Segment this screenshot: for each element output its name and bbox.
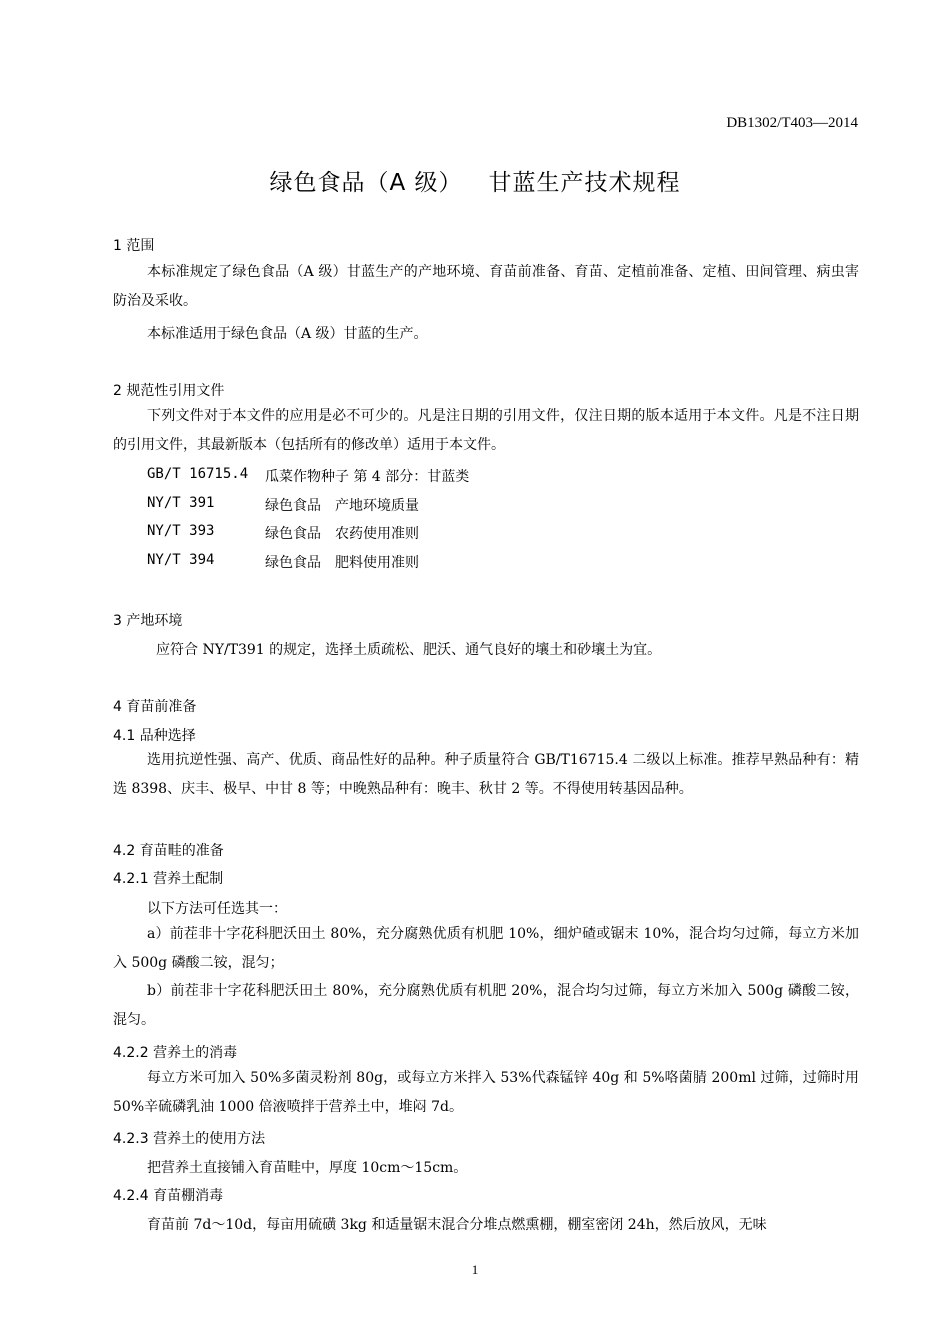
- title-part-2: 甘蓝生产技术规程: [488, 170, 681, 196]
- section-1-paragraph-1: 本标准规定了绿色食品（A 级）甘蓝生产的产地环境、育苗前准备、育苗、定植前准备、定植、田间管理、病虫害防治及采收。: [113, 264, 859, 309]
- section-4-2-3-heading: 4.2.3 营养土的使用方法: [113, 1131, 266, 1147]
- section-4-2-heading: 4.2 育苗畦的准备: [113, 843, 224, 859]
- title-part-1: 绿色食品（A 级）: [269, 170, 463, 196]
- section-2-heading: 2 规范性引用文件: [113, 383, 225, 399]
- standard-code: DB1302/T403—2014: [726, 115, 858, 131]
- section-4-2-1-heading: 4.2.1 营养土配制: [113, 871, 224, 887]
- section-4-2-3-paragraph: 把营养土直接铺入育苗畦中，厚度 10cm～15cm。: [147, 1160, 468, 1176]
- section-4-2-4-paragraph: 育苗前 7d～10d，每亩用硫磺 3kg 和适量锯末混合分堆点燃熏棚，棚室密闭 24h，然后放风，无味: [147, 1217, 767, 1233]
- section-3-paragraph-1: 应符合 NY/T391 的规定，选择土质疏松、肥沃、通气良好的壤土和砂壤土为宜。: [156, 642, 662, 658]
- section-4-2-4-heading: 4.2.4 育苗棚消毒: [113, 1188, 224, 1204]
- document-title: [0, 164, 950, 197]
- section-4-2-1-item-b: b）前茬非十字花科肥沃田土 80%，充分腐熟优质有机肥 20%，混合均匀过筛，每立方米加入 500g 磷酸二铵，混匀。: [113, 983, 859, 1028]
- section-4-heading: 4 育苗前准备: [113, 699, 197, 715]
- section-4-2-1-item-a: a）前茬非十字花科肥沃田土 80%，充分腐熟优质有机肥 10%，细炉碴或锯末 10%，混合均匀过筛，每立方米加入 500g 磷酸二铵，混匀；: [113, 926, 859, 971]
- section-4-2-2-paragraph: 每立方米可加入 50%多菌灵粉剂 80g，或每立方米拌入 53%代森锰锌 40g 和 5%咯菌腈 200ml 过筛，过筛时用 50%辛硫磷乳油 1000 倍液喷拌于营养土中，堆闷 7d。: [113, 1070, 859, 1115]
- section-2-paragraph-1: 下列文件对于本文件的应用是必不可少的。凡是注日期的引用文件，仅注日期的版本适用于本文件。凡是不注日期的引用文件，其最新版本（包括所有的修改单）适用于本文件。: [113, 408, 859, 453]
- reference-code: NY/T 394: [147, 552, 215, 568]
- reference-title: 瓜菜作物种子 第 4 部分：甘蓝类: [265, 469, 470, 485]
- section-1-paragraph-2: 本标准适用于绿色食品（A 级）甘蓝的生产。: [147, 326, 428, 342]
- section-1-heading: 1 范围: [113, 238, 155, 254]
- section-4-1-paragraph: 选用抗逆性强、高产、优质、商品性好的品种。种子质量符合 GB/T16715.4 二级以上标准。推荐早熟品种有：精选 8398、庆丰、极早、中甘 8 等；中晚熟品种有：晚丰、秋甘 2 等。不得使用转基因品种。: [113, 752, 859, 797]
- reference-code: NY/T 391: [147, 495, 215, 511]
- reference-code: NY/T 393: [147, 523, 215, 539]
- reference-title: 绿色食品 肥料使用准则: [265, 555, 419, 571]
- reference-code: GB/T 16715.4: [147, 466, 249, 482]
- section-4-2-2-heading: 4.2.2 营养土的消毒: [113, 1045, 238, 1061]
- reference-title: 绿色食品 农药使用准则: [265, 526, 419, 542]
- page-number: 1: [471, 1262, 479, 1277]
- section-3-heading: 3 产地环境: [113, 613, 183, 629]
- section-4-1-heading: 4.1 品种选择: [113, 728, 196, 744]
- section-4-2-1-intro: 以下方法可任选其一：: [147, 901, 287, 917]
- reference-title: 绿色食品 产地环境质量: [265, 498, 419, 514]
